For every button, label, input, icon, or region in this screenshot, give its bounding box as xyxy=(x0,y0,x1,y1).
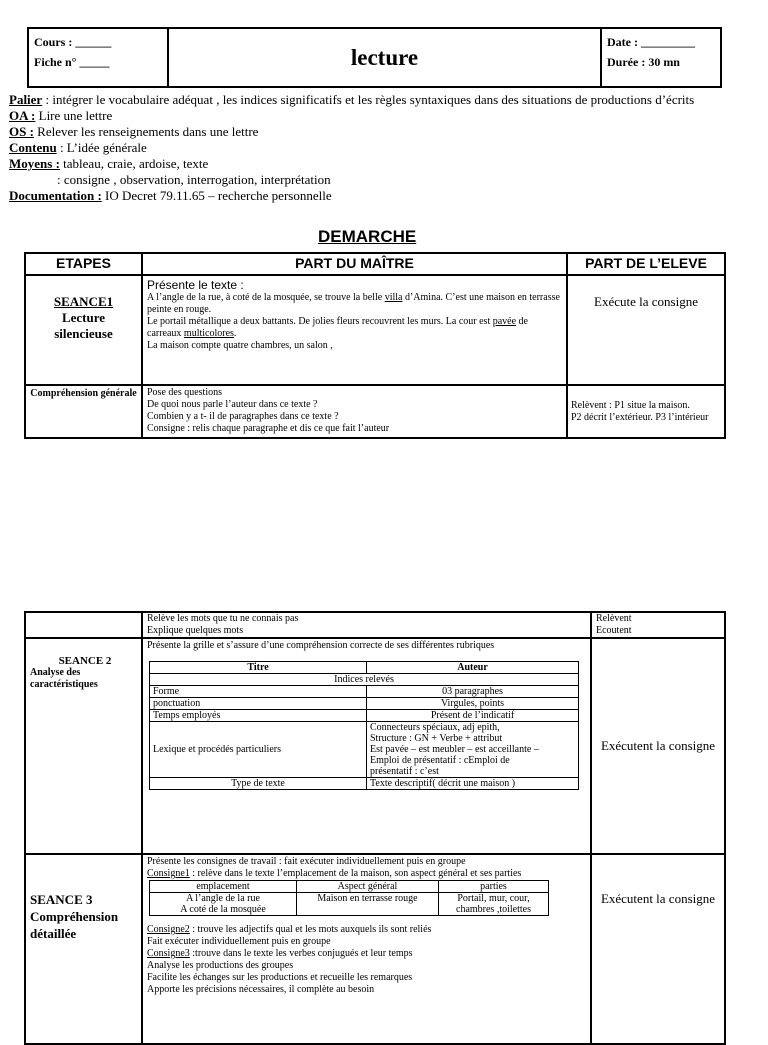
cg-line-3: Combien y a t- il de paragraphes dans ce texte ? xyxy=(147,411,339,422)
s3-consigne1 xyxy=(147,868,586,880)
seance2-eleve: Exécutent la consigne xyxy=(591,638,725,854)
seance1-text xyxy=(147,292,562,352)
v-empl-1: A l’angle de la rue xyxy=(186,893,260,904)
lex-line-3: Est pavée – est meubler – est acceillante – xyxy=(370,744,539,755)
header-left-cell xyxy=(28,28,168,87)
fiche-field: Fiche n° _____ xyxy=(34,55,110,69)
seance3-maitre xyxy=(142,854,591,1044)
lex-line-4: Emploi de présentatif : cEmploi de xyxy=(370,755,510,766)
seance2-maitre xyxy=(142,638,591,854)
lesson-meta xyxy=(9,92,759,204)
text-villa: villa xyxy=(384,292,403,303)
v-parties-2: chambres ,toilettes xyxy=(456,904,531,915)
os-text: Relever les renseignements dans une lettre xyxy=(33,124,259,139)
seance1-eleve: Exécute la consigne xyxy=(567,275,725,385)
grid-type: Type de texte xyxy=(150,778,367,790)
contenu-text: : L’idée générale xyxy=(56,140,147,155)
grid-ponctuation-value: Virgules, points xyxy=(367,698,579,710)
palier-line xyxy=(9,92,759,108)
col-eleve: PART DE L’ELEVE xyxy=(567,253,725,275)
h-emplacement: emplacement xyxy=(150,881,297,893)
grid-titre: Titre xyxy=(150,662,367,674)
grid-indices: Indices relevés xyxy=(150,674,579,686)
os-line xyxy=(9,124,759,140)
moyens-line-2 xyxy=(9,172,759,188)
text-l1b: d’Amina. C’est une maison en terrasse peinte en rouge. xyxy=(147,292,560,315)
v-empl-2: A coté de la mosquée xyxy=(180,904,266,915)
comprehension-generale-maitre xyxy=(142,385,567,438)
vocab-eleve xyxy=(591,612,725,638)
seance2-sub: Analyse des caractéristiques xyxy=(30,667,98,690)
oa-label: OA : xyxy=(9,108,36,123)
grid-forme-value: 03 paragraphes xyxy=(367,686,579,698)
vocab-eleve-1: Relèvent xyxy=(596,613,632,624)
text-multicolores: multicolores xyxy=(183,328,234,339)
text-l2a: Le portail métallique a deux battants. De jolies fleurs recouvrent les murs. La cour est xyxy=(147,316,493,327)
seance2-cell xyxy=(25,638,142,854)
v-emplacement xyxy=(150,893,297,916)
date-field: Date : _________ xyxy=(607,35,695,49)
v-parties xyxy=(439,893,549,916)
demarche-table-1 xyxy=(24,252,726,439)
lex-line-2: Structure : GN + Verbe + attribut xyxy=(370,733,503,744)
cg-eleve-1: Relèvent : P1 situe la maison. xyxy=(571,400,690,411)
grid-lexique: Lexique et procédés particuliers xyxy=(150,722,367,778)
s3-line-4: Facilite les échanges sur les productions et recueille les remarques xyxy=(147,972,413,983)
s3-line-3: Analyse les productions des groupes xyxy=(147,960,294,971)
duree-field: Durée : 30 mn xyxy=(607,55,680,69)
os-label: OS : xyxy=(9,124,34,139)
demarche-heading: DEMARCHE xyxy=(318,227,417,246)
demarche-table-2 xyxy=(24,611,726,1045)
documentation-text: IO Decret 79.11.65 – recherche personnelle xyxy=(101,188,332,203)
palier-text: : intégrer le vocabulaire adéquat , les indices significatifs et les règles syntaxiques dans des situations de productions d’écrits xyxy=(42,92,695,107)
grid-ponctuation: ponctuation xyxy=(150,698,367,710)
cg-eleve-2: P2 décrit l’extérieur. P3 l’intérieur xyxy=(571,412,709,423)
table-row xyxy=(25,612,725,638)
seance1-sub2: silencieuse xyxy=(54,326,113,341)
s3-line-1: Présente les consignes de travail : fait exécuter individuellement puis en groupe xyxy=(147,856,466,867)
header-right-cell xyxy=(601,28,721,87)
seance1-intro: Présente le texte : xyxy=(147,278,244,292)
text-l2c: . xyxy=(233,328,237,339)
table-row xyxy=(25,385,725,438)
moyens-label: Moyens : xyxy=(9,156,60,171)
lex-line-5: présentatif : c’est xyxy=(370,766,439,777)
seance1-sub1: Lecture xyxy=(61,310,106,325)
contenu-line xyxy=(9,140,759,156)
consigne2-text: : trouve les adjectifs qual et les mots auxquels ils sont reliés xyxy=(189,924,432,935)
text-pavee: pavée xyxy=(492,316,517,327)
consigne3-label: Consigne3 xyxy=(147,948,190,959)
comprehension-generale-eleve xyxy=(567,385,725,438)
v-aspect: Maison en terrasse rouge xyxy=(297,893,439,916)
seance1-maitre-cell xyxy=(142,275,567,385)
grid-lexique-value xyxy=(367,722,579,778)
documentation-line xyxy=(9,188,759,204)
vocab-line-1: Relève les mots que tu ne connais pas xyxy=(147,613,299,624)
seance3-cell xyxy=(25,854,142,1044)
h-parties: parties xyxy=(439,881,549,893)
text-l1a: A l’angle de la rue, à coté de la mosquée, se trouve la belle xyxy=(147,292,385,303)
oa-text: Lire une lettre xyxy=(35,108,113,123)
emplacement-grid xyxy=(149,880,549,916)
grid-temps: Temps employés xyxy=(150,710,367,722)
s3-consigne3 xyxy=(147,948,586,960)
s3-line-2: Fait exécuter individuellement puis en groupe xyxy=(147,936,331,947)
analysis-grid xyxy=(149,661,579,790)
table-row xyxy=(25,854,725,1044)
seance3-eleve: Exécutent la consigne xyxy=(591,854,725,1044)
vocab-maitre xyxy=(142,612,591,638)
seance3-title: SEANCE 3 xyxy=(30,892,93,907)
table-header-row xyxy=(25,253,725,275)
moyens-line xyxy=(9,156,759,172)
comprehension-generale-title: Compréhension générale xyxy=(25,385,142,438)
empty-cell xyxy=(25,612,142,638)
palier-label: Palier xyxy=(9,92,43,107)
text-line-1 xyxy=(147,292,562,316)
grid-type-value: Texte descriptif( décrit une maison ) xyxy=(367,778,579,790)
col-maitre: PART DU MAÎTRE xyxy=(142,253,567,275)
consigne1-text: : relève dans le texte l’emplacement de la maison, son aspect général et ses parties xyxy=(189,868,522,879)
consigne3-text: :trouve dans le texte les verbes conjugués et leur temps xyxy=(189,948,413,959)
v-parties-1: Portail, mur, cour, xyxy=(457,893,530,904)
vocab-line-2: Explique quelques mots xyxy=(147,625,244,636)
seance2-title: SEANCE 2 xyxy=(58,655,112,667)
table-row xyxy=(25,638,725,854)
vocab-eleve-2: Ecoutent xyxy=(596,625,632,636)
cg-line-4: Consigne : relis chaque paragraphe et dis ce que fait l’auteur xyxy=(147,423,390,434)
oa-line xyxy=(9,108,759,124)
seance1-title: SEANCE1 xyxy=(53,294,114,309)
s3-consigne2 xyxy=(147,924,586,936)
contenu-label: Contenu xyxy=(9,140,57,155)
documentation-label: Documentation : xyxy=(9,188,102,203)
seance3-sub1: Compréhension xyxy=(30,909,119,924)
cours-field: Cours : ______ xyxy=(34,35,112,49)
cg-line-2: De quoi nous parle l’auteur dans ce texte ? xyxy=(147,399,318,410)
s3-line-5: Apporte les précisions nécessaires, il complète au besoin xyxy=(147,984,375,995)
h-aspect: Aspect général xyxy=(297,881,439,893)
moyens-text: tableau, craie, ardoise, texte xyxy=(59,156,209,171)
cg-line-1: Pose des questions xyxy=(147,387,222,398)
page-title: lecture xyxy=(168,28,601,87)
lex-line-1: Connecteurs spéciaux, adj epith, xyxy=(370,722,500,733)
seance3-sub2: détaillée xyxy=(30,926,77,941)
moyens-text-2: : consigne , observation, interrogation, interprétation xyxy=(57,172,331,187)
consigne1-label: Consigne1 xyxy=(147,868,190,879)
grid-auteur: Auteur xyxy=(367,662,579,674)
consigne2-label: Consigne2 xyxy=(147,924,190,935)
seance1-cell xyxy=(25,275,142,385)
header-table xyxy=(27,27,722,88)
seance2-intro: Présente la grille et s’assure d’une compréhension correcte de ses différentes rubriques xyxy=(147,640,495,651)
grid-temps-value: Présent de l’indicatif xyxy=(367,710,579,722)
col-etapes: ETAPES xyxy=(25,253,142,275)
text-l2b: de carreaux xyxy=(147,316,528,339)
text-line-2 xyxy=(147,316,562,340)
table-row xyxy=(25,275,725,385)
text-line-3: La maison compte quatre chambres, un salon , xyxy=(147,340,333,351)
grid-forme: Forme xyxy=(150,686,367,698)
